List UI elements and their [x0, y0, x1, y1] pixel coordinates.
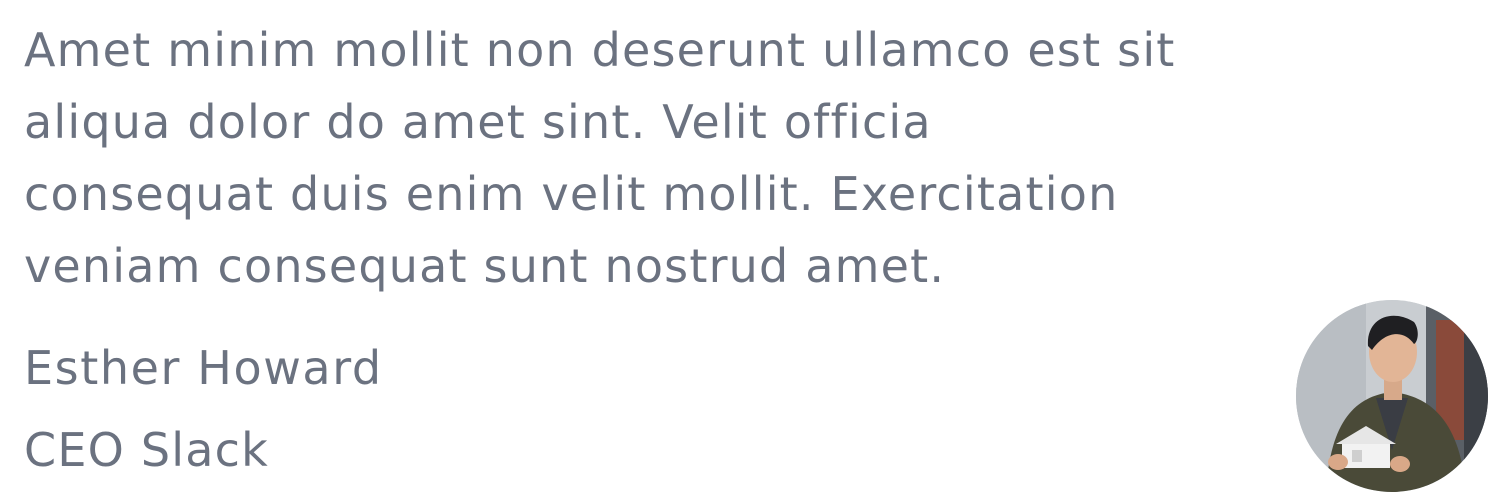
quote-line: aliqua dolor do amet sint. Velit officia — [24, 95, 932, 149]
author-name: Esther Howard — [24, 341, 383, 395]
avatar-photo — [1296, 300, 1488, 492]
quote-line: veniam consequat sunt nostrud amet. — [24, 239, 946, 293]
author-role: CEO Slack — [24, 423, 269, 477]
avatar — [1296, 300, 1488, 492]
quote-line: Amet minim mollit non deserunt ullamco est sit — [24, 23, 1176, 77]
testimonial-quote — [24, 14, 1284, 302]
quote-line: consequat duis enim velit mollit. Exercitation — [24, 167, 1119, 221]
